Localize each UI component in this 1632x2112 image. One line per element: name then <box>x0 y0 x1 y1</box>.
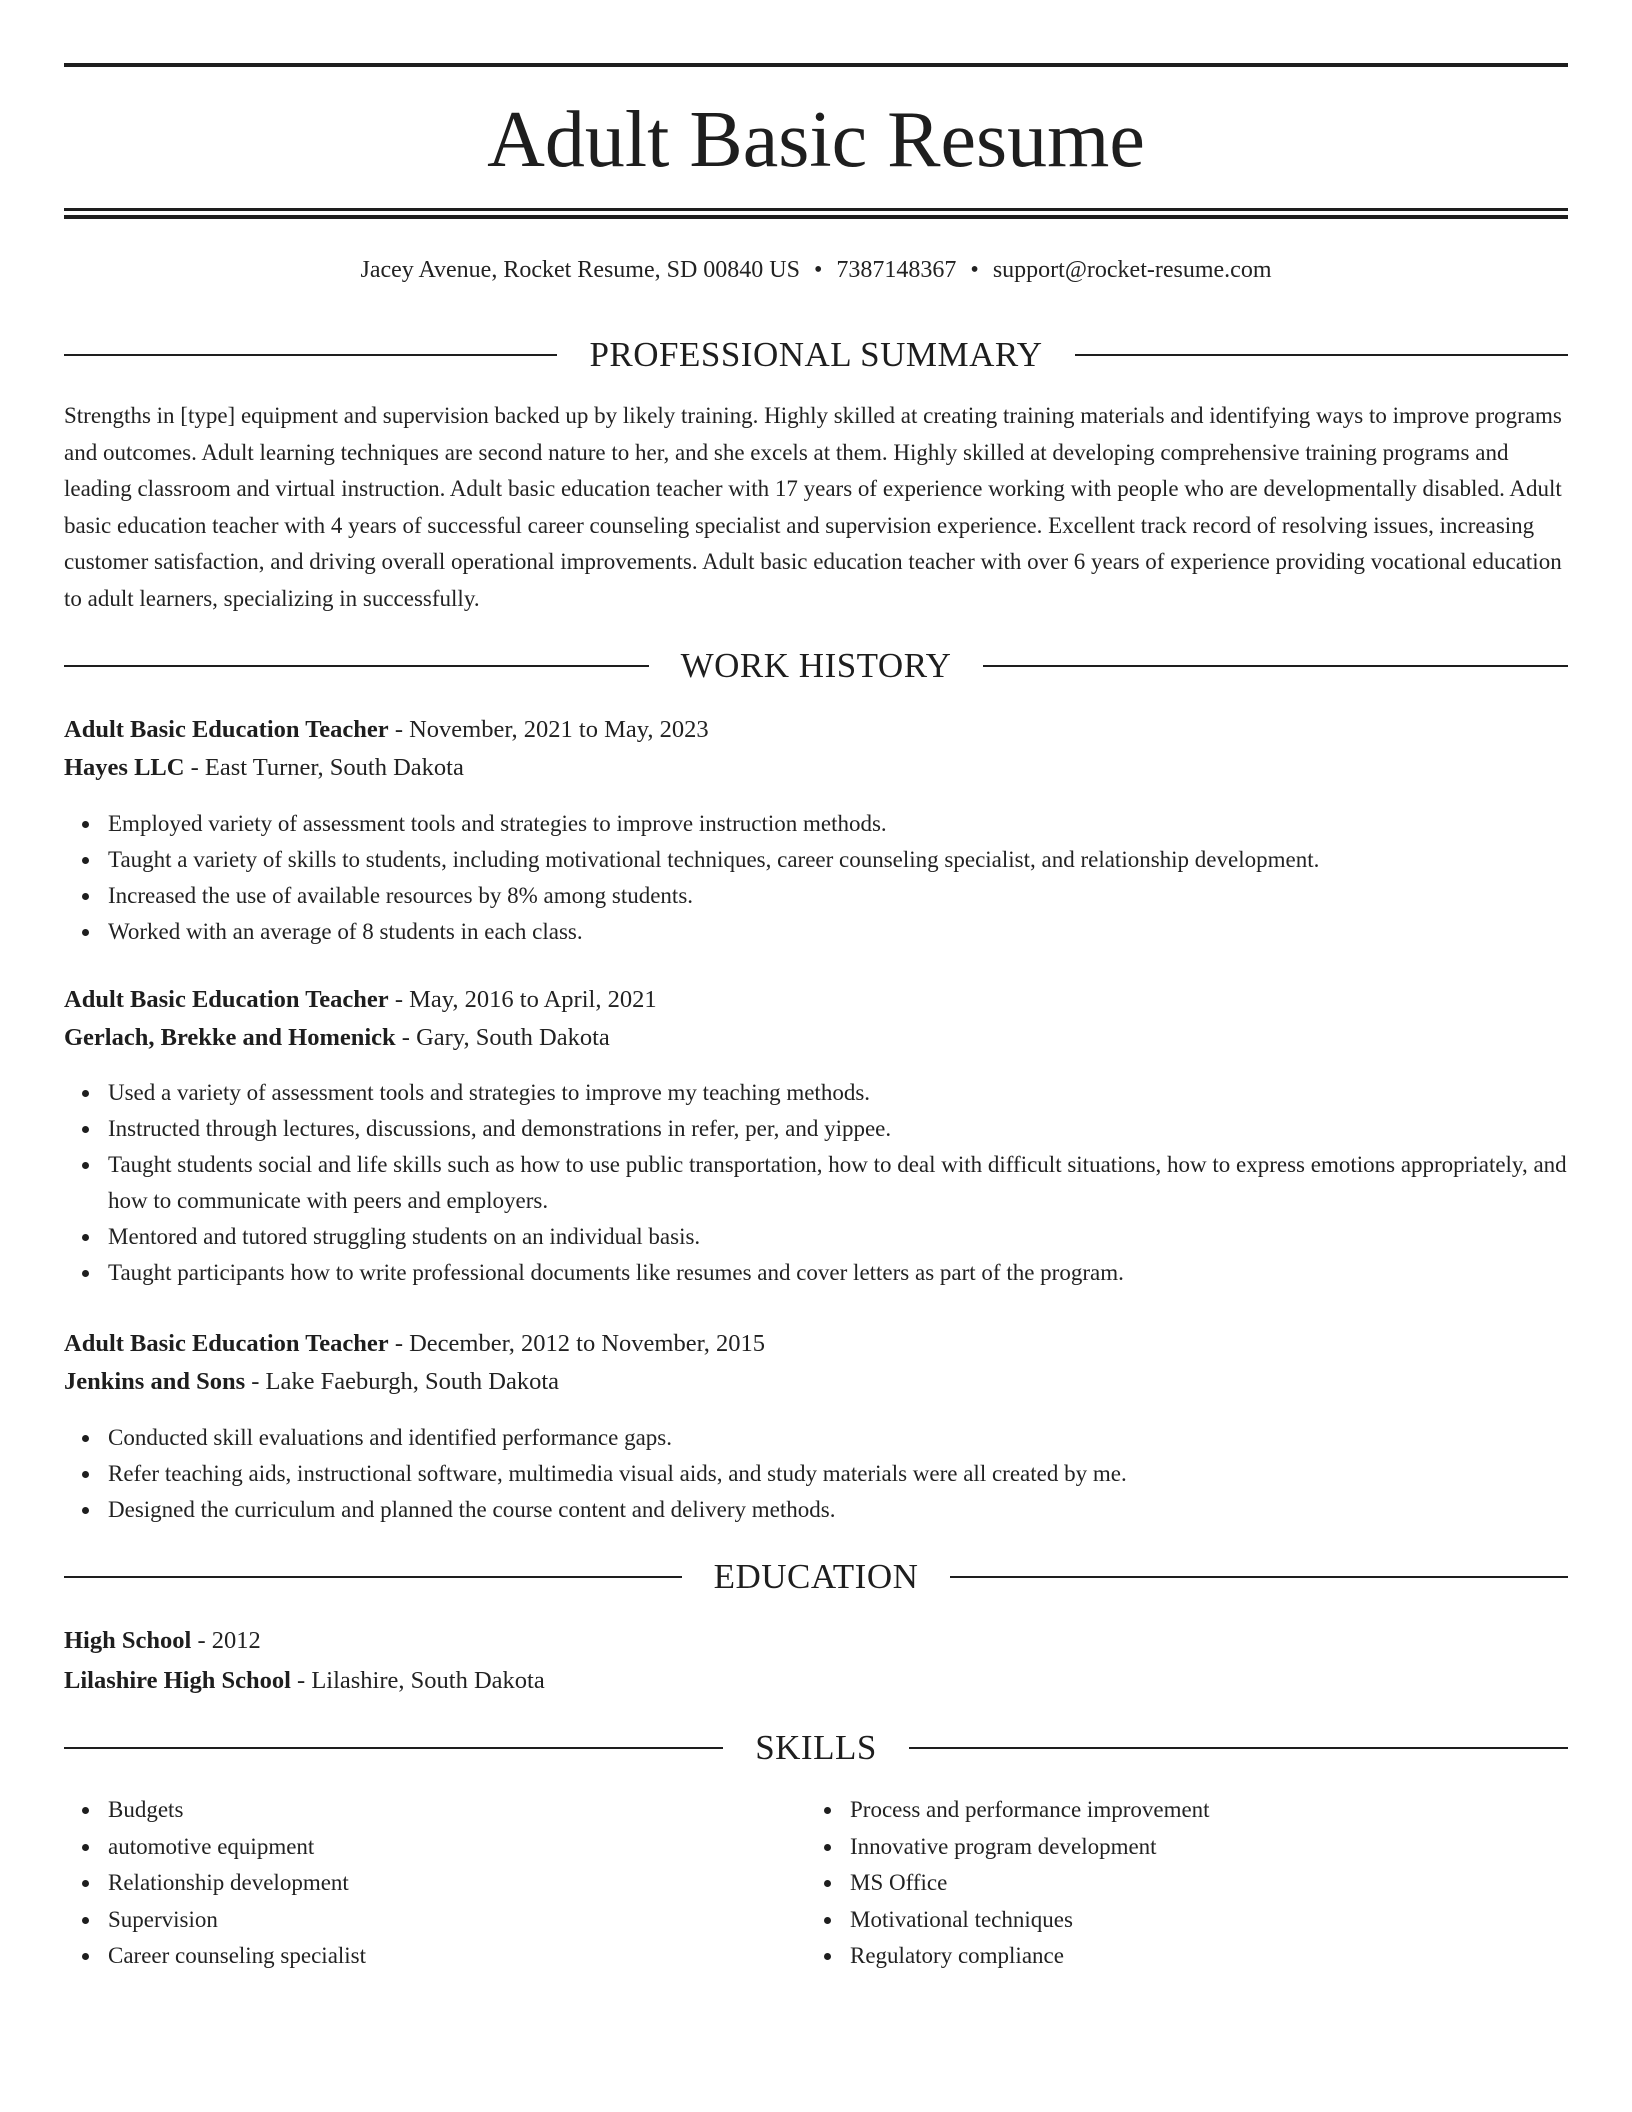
list-item: Designed the curriculum and planned the course content and delivery methods. <box>108 1492 1568 1528</box>
skill-item: Supervision <box>108 1902 808 1939</box>
job-dates: - November, 2021 to May, 2023 <box>388 716 709 743</box>
job-bullets <box>64 1075 1568 1291</box>
job-company: Gerlach, Brekke and Homenick <box>64 1024 396 1051</box>
education-school: Lilashire High School <box>64 1667 291 1694</box>
skill-item: MS Office <box>850 1865 1550 1902</box>
list-item: Employed variety of assessment tools and strategies to improve instruction methods. <box>108 806 1568 842</box>
resume-title: Adult Basic Resume <box>487 96 1145 184</box>
work-history-heading <box>64 646 1568 686</box>
contact-address: Jacey Avenue, Rocket Resume, SD 00840 US <box>360 257 800 283</box>
job-company-line <box>64 751 464 785</box>
job-location: - East Turner, South Dakota <box>184 754 464 781</box>
job-title: Adult Basic Education Teacher <box>64 716 389 743</box>
summary-heading-label: PROFESSIONAL SUMMARY <box>589 335 1043 374</box>
skills-heading-label: SKILLS <box>755 1728 877 1767</box>
heading-rule-right <box>950 1576 1568 1578</box>
job-company: Jenkins and Sons <box>64 1368 246 1395</box>
job-title: Adult Basic Education Teacher <box>64 986 389 1013</box>
list-item: Mentored and tutored struggling students on an individual basis. <box>108 1219 1568 1255</box>
title-rule-lower <box>64 215 1568 219</box>
contact-email: support@rocket-resume.com <box>992 257 1272 283</box>
list-item: Taught a variety of skills to students, including motivational techniques, career counseling specialist, and relationship development. <box>108 842 1568 878</box>
work-history-heading-label: WORK HISTORY <box>680 646 952 685</box>
list-item: Taught students social and life skills such as how to use public transportation, how to deal with difficult situations, how to express emotions appropriately, and how to communicate with peers and employers. <box>108 1147 1568 1219</box>
heading-rule-left <box>64 354 557 356</box>
education-degree-line <box>64 1624 261 1658</box>
skills-list-right <box>806 1792 1550 1975</box>
list-item: Refer teaching aids, instructional software, multimedia visual aids, and study materials were all created by me. <box>108 1456 1568 1492</box>
job-dates: - December, 2012 to November, 2015 <box>388 1330 766 1357</box>
title-rule-upper <box>64 208 1568 211</box>
education-heading <box>64 1557 1568 1597</box>
list-item: Instructed through lectures, discussions, and demonstrations in refer, per, and yippee. <box>108 1111 1568 1147</box>
summary-text: Strengths in [type] equipment and supervision backed up by likely training. Highly skilled at creating training materials and identifying ways to improve programs and outcomes. Adult learning techniques are second nature to her, and she excels at them. Highly skilled at developing comprehensive training programs and leading classroom and virtual instruction. Adult basic education teacher with 17 years of experience working with people who are developmentally disabled. Adult basic education teacher with 4 years of successful career counseling specialist and supervision experience. Excellent track record of resolving issues, increasing customer satisfaction, and driving overall operational improvements. Adult basic education teacher with over 6 years of experience providing vocational education to adult learners, specializing in successfully. <box>64 403 1562 611</box>
job-company-line <box>64 1021 610 1055</box>
job-dates: - May, 2016 to April, 2021 <box>388 986 657 1013</box>
skill-item: Process and performance improvement <box>850 1792 1550 1829</box>
list-item: Conducted skill evaluations and identified performance gaps. <box>108 1420 1568 1456</box>
skill-item: Relationship development <box>108 1865 808 1902</box>
summary-heading <box>64 335 1568 375</box>
job-title-line <box>64 1327 765 1361</box>
skill-item: Regulatory compliance <box>850 1938 1550 1975</box>
list-item: Worked with an average of 8 students in each class. <box>108 914 1568 950</box>
skill-item: Innovative program development <box>850 1829 1550 1866</box>
job-bullets <box>64 1420 1568 1528</box>
list-item: Used a variety of assessment tools and strategies to improve my teaching methods. <box>108 1075 1568 1111</box>
job-title: Adult Basic Education Teacher <box>64 1330 389 1357</box>
job-title-line <box>64 713 709 747</box>
education-degree: High School <box>64 1627 192 1654</box>
skill-item: Budgets <box>108 1792 808 1829</box>
heading-rule-left <box>64 665 649 667</box>
education-year: - 2012 <box>191 1627 261 1654</box>
contact-line <box>64 254 1568 286</box>
top-rule <box>64 63 1568 67</box>
job-company-line <box>64 1365 559 1399</box>
skills-heading <box>64 1728 1568 1768</box>
job-location: - Gary, South Dakota <box>395 1024 610 1051</box>
job-location: - Lake Faeburgh, South Dakota <box>245 1368 560 1395</box>
skills-list-left <box>64 1792 808 1975</box>
heading-rule-right <box>1075 354 1568 356</box>
heading-rule-right <box>983 665 1568 667</box>
list-item: Increased the use of available resources by 8% among students. <box>108 878 1568 914</box>
job-bullets <box>64 806 1568 950</box>
skill-item: Motivational techniques <box>850 1902 1550 1939</box>
list-item: Taught participants how to write professional documents like resumes and cover letters as part of the program. <box>108 1255 1568 1291</box>
skill-item: automotive equipment <box>108 1829 808 1866</box>
job-company: Hayes LLC <box>64 754 185 781</box>
education-location: - Lilashire, South Dakota <box>290 1667 545 1694</box>
heading-rule-right <box>909 1747 1568 1749</box>
skill-item: Career counseling specialist <box>108 1938 808 1975</box>
education-school-line <box>64 1664 545 1698</box>
contact-phone: 7387148367 <box>836 257 957 283</box>
job-title-line <box>64 983 657 1017</box>
heading-rule-left <box>64 1747 723 1749</box>
contact-separator: • <box>970 257 979 283</box>
education-heading-label: EDUCATION <box>713 1557 919 1596</box>
heading-rule-left <box>64 1576 682 1578</box>
contact-separator: • <box>814 257 823 283</box>
